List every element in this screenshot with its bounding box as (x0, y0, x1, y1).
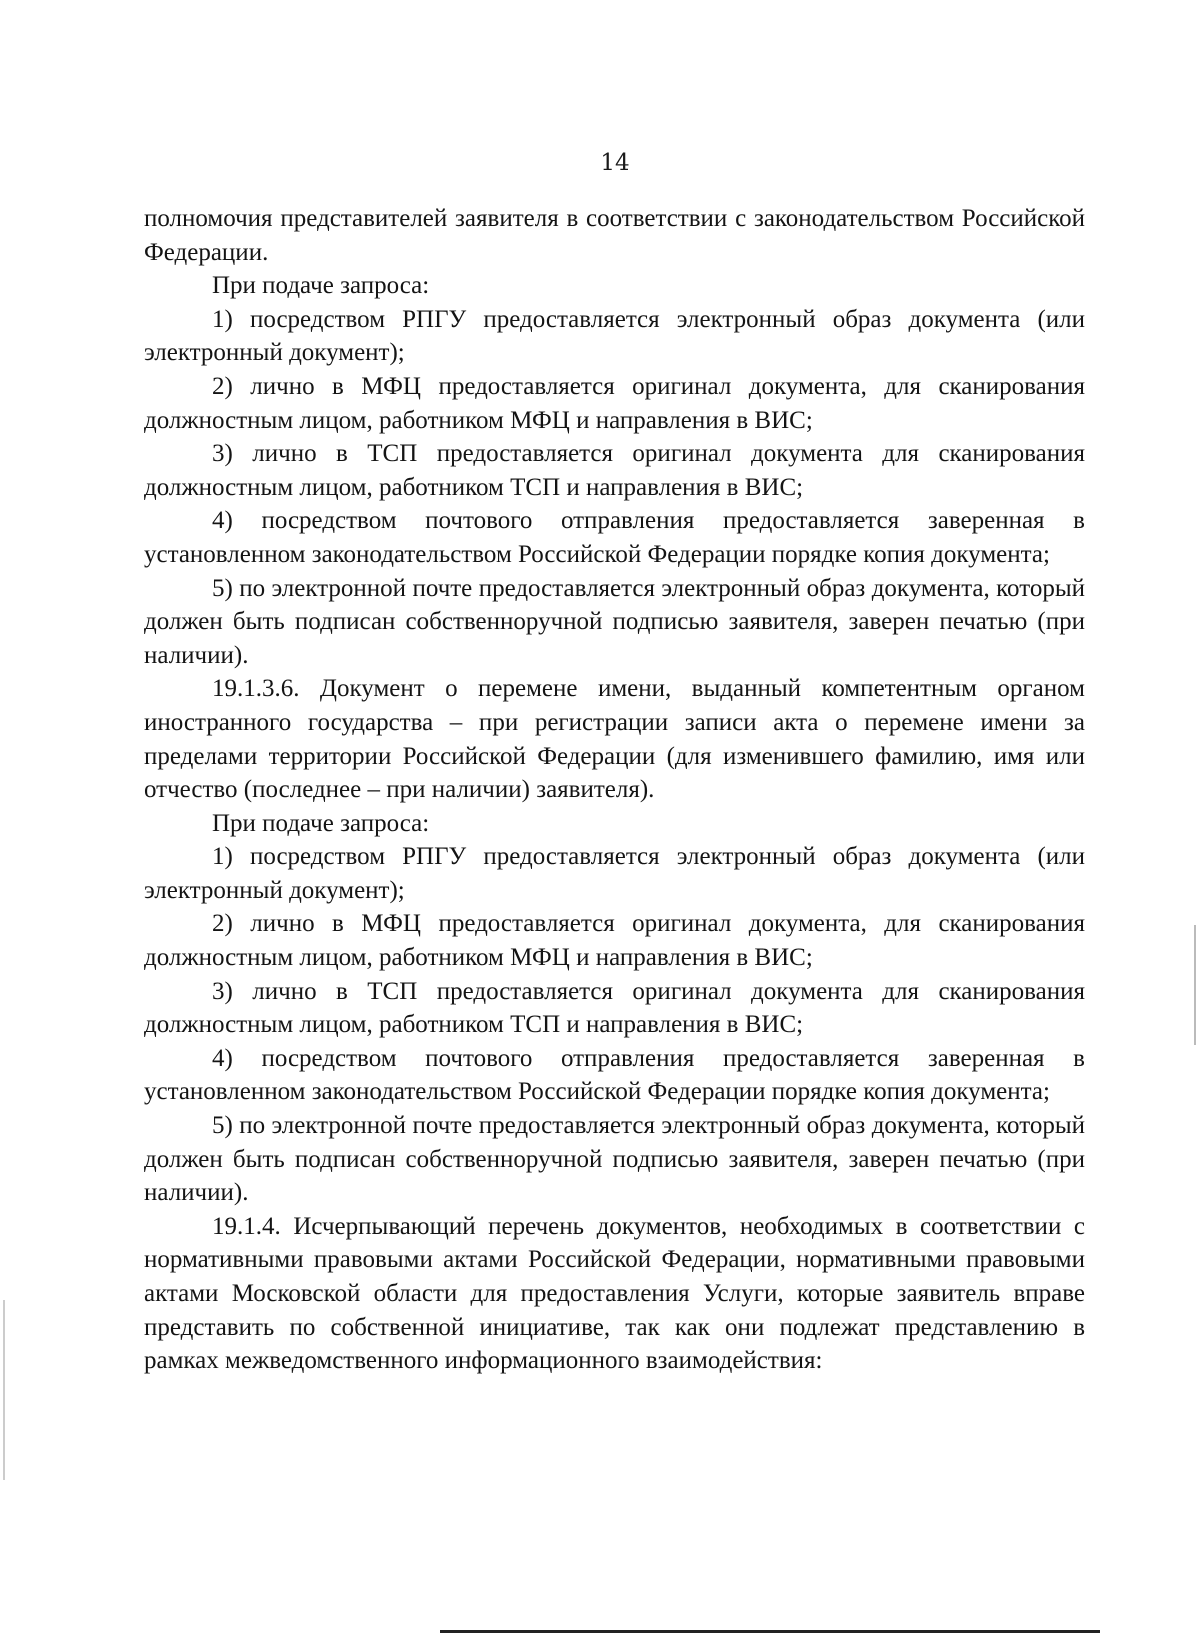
paragraph-item-2: 2) лично в МФЦ предоставляется оригинал документа, для сканирования должностным лицом, работником МФЦ и направления в ВИС; (144, 372, 1085, 434)
page-number: 14 (600, 150, 630, 176)
paragraph-item-1: 1) посредством РПГУ предоставляется электронный образ документа (или электронный документ); (144, 305, 1085, 367)
paragraph-submission-heading: При подаче запроса: (212, 809, 430, 837)
scan-bottom-edge-line (440, 1630, 1100, 1633)
paragraph-item-5: 5) по электронной почте предоставляется электронный образ документа, который должен быть подписан собственноручной подписью заявителя, заверен печатью (при наличии). (144, 574, 1085, 669)
paragraph-submission-heading: При подаче запроса: (212, 272, 430, 300)
paragraph-item-3: 3) лично в ТСП предоставляется оригинал документа для сканирования должностным лицом, работником ТСП и направления в ВИС; (144, 977, 1085, 1039)
paragraph-continuation: полномочия представителей заявителя в соответствии с законодательством Российской Федерации. (144, 205, 1085, 266)
paragraph-item-4: 4) посредством почтового отправления предоставляется заверенная в установленном законодательством Российской Федерации порядке копия документа; (144, 1044, 1085, 1106)
scan-margin-mark (3, 1300, 5, 1480)
paragraph-section-19-1-3-6: 19.1.3.6. Документ о перемене имени, выданный компетентным органом иностранного государства – при регистрации записи акта о перемене имени за пределами территории Российской Федерации (для изменившего фамилию, имя или отчество (последнее – при наличии) заявителя). (144, 675, 1085, 804)
document-body (144, 202, 1085, 1378)
paragraph-item-2: 2) лично в МФЦ предоставляется оригинал документа, для сканирования должностным лицом, работником МФЦ и направления в ВИС; (144, 910, 1085, 972)
paragraph-section-19-1-4: 19.1.4. Исчерпывающий перечень документов, необходимых в соответствии с нормативными правовыми актами Российской Федерации, нормативными правовыми актами Московской области для предоставления Услуги, которые заявитель вправе представить по собственной инициативе, так как они подлежат представлению в рамках межведомственного информационного взаимодействия: (144, 1212, 1085, 1375)
paragraph-item-3: 3) лично в ТСП предоставляется оригинал документа для сканирования должностным лицом, работником ТСП и направления в ВИС; (144, 440, 1085, 501)
scan-margin-mark (1194, 925, 1196, 1045)
paragraph-item-4: 4) посредством почтового отправления предоставляется заверенная в установленном законодательством Российской Федерации порядке копия документа; (144, 507, 1085, 568)
paragraph-item-5: 5) по электронной почте предоставляется электронный образ документа, который должен быть подписан собственноручной подписью заявителя, заверен печатью (при наличии). (144, 1112, 1085, 1207)
paragraph-item-1: 1) посредством РПГУ предоставляется электронный образ документа (или электронный документ); (144, 843, 1085, 904)
